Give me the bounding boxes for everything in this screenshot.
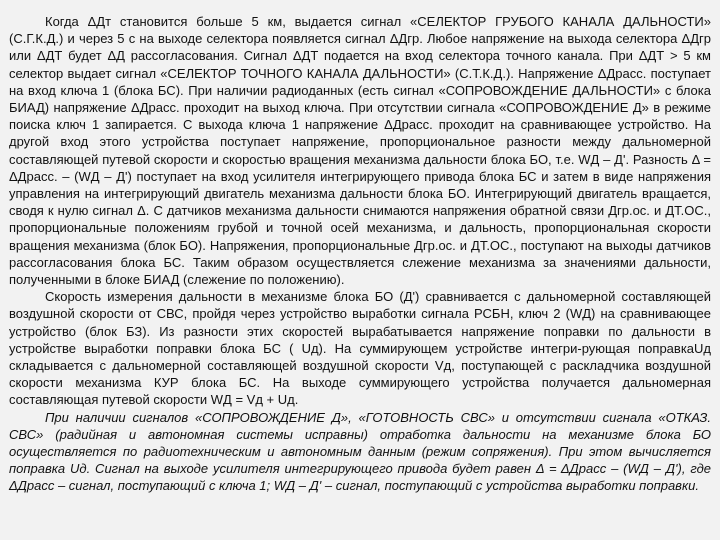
paragraph-speed-measurement: Скорость измерения дальности в механизме блока БО (Д') сравнивается с дальномерной составляющей воздушной скорости от СВС, пройдя через устройство выработки сигнала РСБН, ключ 2 (WД) на сравнивающее устройство (блок БЗ). Из разности этих скоростей вырабатывается напряжение поправки по дальности в устройстве выработки поправки блока БС ( Uд). На суммирующем устройстве интегри-рующая поправкаUд складывается с дальномерной составляющей воздушной скорости Vд, поступающей с раскладчика воздушной скорости механизма КУР блока БС. На выходе суммирующего устройства получается дальномерная составляющая путевой скорости WД = Vд + Uд. [9,289,711,408]
paragraph-range-tracking: Когда ΔДт становится больше 5 км, выдается сигнал «СЕЛЕКТОР ГРУБОГО КАНАЛА ДАЛЬНОСТИ» (С.Г.К.Д.) и через 5 с на выходе селектора появляется сигнал ΔДгр. Любое напряжение на выхода селектора ΔДгр или ΔДТ будет ΔД рассогласования. Сигнал ΔДТ подается на вход селектора точного канала. При ΔДТ > 5 км селектор выдает сигнал «СЕЛЕКТОР ТОЧНОГО КАНАЛА ДАЛЬНОСТИ» (С.Т.К.Д.). Напряжение ΔДрасс. поступает на вход ключа 1 (блока БС). При наличии радиоданных (есть сигнал «СОПРОВОЖДЕНИЕ ДАЛЬНОСТИ» с блока БИАД) напряжение ΔДрасс. проходит на выход ключа. При отсутствии сигнала «СОПРОВОЖДЕНИЕ Д» в режиме поиска ключ 1 запирается. С выхода ключа 1 напряжение ΔДрасс. проходит на сравнивающее устройство. На другой вход этого устройства поступает напряжение, пропорциональное разности между дальномерной составляющей путевой скорости и скоростью вращения механизма дальности блока БО, т.е. WД – Д'. Разность Δ = ΔДрасс. – (WД – Д') поступает на вход усилителя интегрирующего привода блока БС и затем в виде напряжения управления на интегрирующий двигатель механизма дальности блока БО. Интегрирующий двигатель вращается, сводя к нулю сигнал Δ. С датчиков механизма дальности снимаются напряжения обратной связи Дгр.ос. и ДТ.ОС., пропорциональные положениям грубой и точной осей механизма, и дальность, пропорциональная скорости вращения механизма (блок БО). Напряжения, пропорциональные Дгр.ос. и ДТ.ОС., поступают на выходы датчиков рассогласования блока БС. Таким образом осуществляется слежение механизма за значениями дальности, полученными в блоке БИАД (слежение по положению). [9,14,711,288]
paragraph-coupling-mode: При наличии сигналов «СОПРОВОЖДЕНИЕ Д», «ГОТОВНОСТЬ СВС» и отсутствии сигнала «ОТКАЗ. СВС» (радийная и автономная системы исправны) отработка дальности на механизме блока БО осуществляется по радиотехническим и автономным данным (режим сопряжения). При этом вычисляется поправка Uд. Сигнал на выходе усилителя интегрирующего привода будет равен Δ = ΔДрасс – (WД – Д'), где ΔДрасс – сигнал, поступающий с ключа 1; WД – Д' – сигнал, поступающий с устройства выработки поправки. [9,409,711,494]
